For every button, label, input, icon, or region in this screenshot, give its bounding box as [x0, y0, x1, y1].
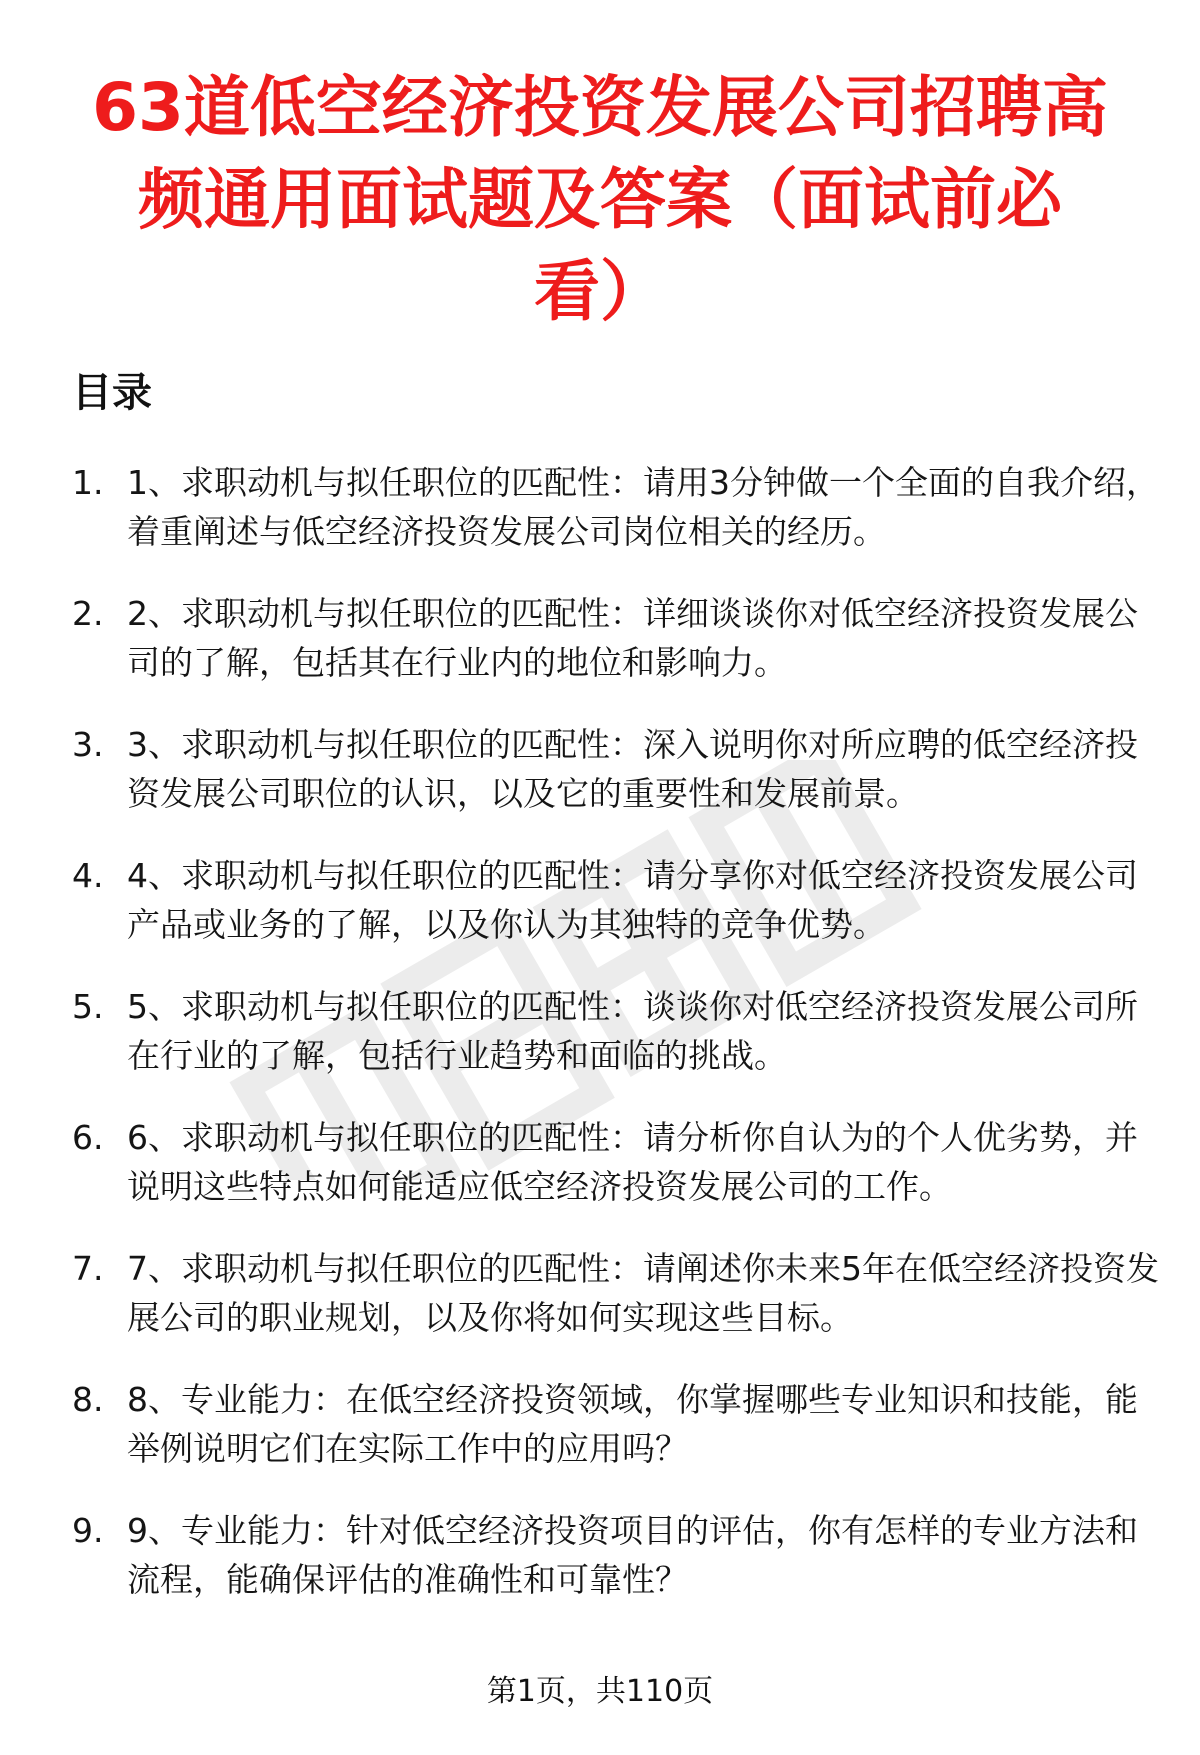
- title-line-1: 63道低空经济投资发展公司招聘高: [92, 69, 1108, 146]
- toc-item-number: 8.: [72, 1380, 104, 1419]
- toc-list: [72, 458, 1162, 1637]
- title-line-2: 频通用面试题及答案（面试前必: [138, 161, 1062, 238]
- page-number-footer: 第1页，共110页: [486, 1674, 714, 1709]
- toc-heading: 目录: [72, 370, 152, 416]
- toc-item-2[interactable]: [72, 589, 1162, 687]
- toc-item-text: 8、专业能力：在低空经济投资领域，你掌握哪些专业知识和技能，能举例说明它们在实际工作中的应用吗？: [127, 1380, 1138, 1468]
- toc-item-text: 6、求职动机与拟任职位的匹配性：请分析你自认为的个人优劣势，并说明这些特点如何能适应低空经济投资发展公司的工作。: [127, 1118, 1138, 1206]
- document-title: [60, 62, 1140, 338]
- toc-item-1[interactable]: [72, 458, 1162, 556]
- toc-item-9[interactable]: [72, 1506, 1162, 1604]
- toc-item-number: 3.: [72, 725, 104, 764]
- toc-item-number: 7.: [72, 1249, 104, 1288]
- toc-item-number: 9.: [72, 1511, 104, 1550]
- toc-item-3[interactable]: [72, 720, 1162, 818]
- toc-item-text: 1、求职动机与拟任职位的匹配性：请用3分钟做一个全面的自我介绍，着重阐述与低空经济投资发展公司岗位相关的经历。: [127, 463, 1159, 551]
- toc-item-text: 3、求职动机与拟任职位的匹配性：深入说明你对所应聘的低空经济投资发展公司职位的认识，以及它的重要性和发展前景。: [127, 725, 1138, 813]
- toc-item-5[interactable]: [72, 982, 1162, 1080]
- toc-item-8[interactable]: [72, 1375, 1162, 1473]
- toc-item-text: 7、求职动机与拟任职位的匹配性：请阐述你未来5年在低空经济投资发展公司的职业规划，以及你将如何实现这些目标。: [127, 1249, 1159, 1337]
- toc-item-number: 6.: [72, 1118, 104, 1157]
- toc-item-text: 2、求职动机与拟任职位的匹配性：详细谈谈你对低空经济投资发展公司的了解，包括其在行业内的地位和影响力。: [127, 594, 1138, 682]
- toc-item-text: 4、求职动机与拟任职位的匹配性：请分享你对低空经济投资发展公司产品或业务的了解，以及你认为其独特的竞争优势。: [127, 856, 1138, 944]
- title-line-3: 看）: [534, 253, 666, 330]
- toc-item-text: 5、求职动机与拟任职位的匹配性：谈谈你对低空经济投资发展公司所在行业的了解，包括行业趋势和面临的挑战。: [127, 987, 1138, 1075]
- toc-item-4[interactable]: [72, 851, 1162, 949]
- toc-item-number: 2.: [72, 594, 104, 633]
- toc-item-7[interactable]: [72, 1244, 1162, 1342]
- toc-item-6[interactable]: [72, 1113, 1162, 1211]
- toc-item-number: 4.: [72, 856, 104, 895]
- toc-item-text: 9、专业能力：针对低空经济投资项目的评估，你有怎样的专业方法和流程，能确保评估的准确性和可靠性？: [127, 1511, 1138, 1599]
- toc-item-number: 1.: [72, 463, 104, 502]
- toc-item-number: 5.: [72, 987, 104, 1026]
